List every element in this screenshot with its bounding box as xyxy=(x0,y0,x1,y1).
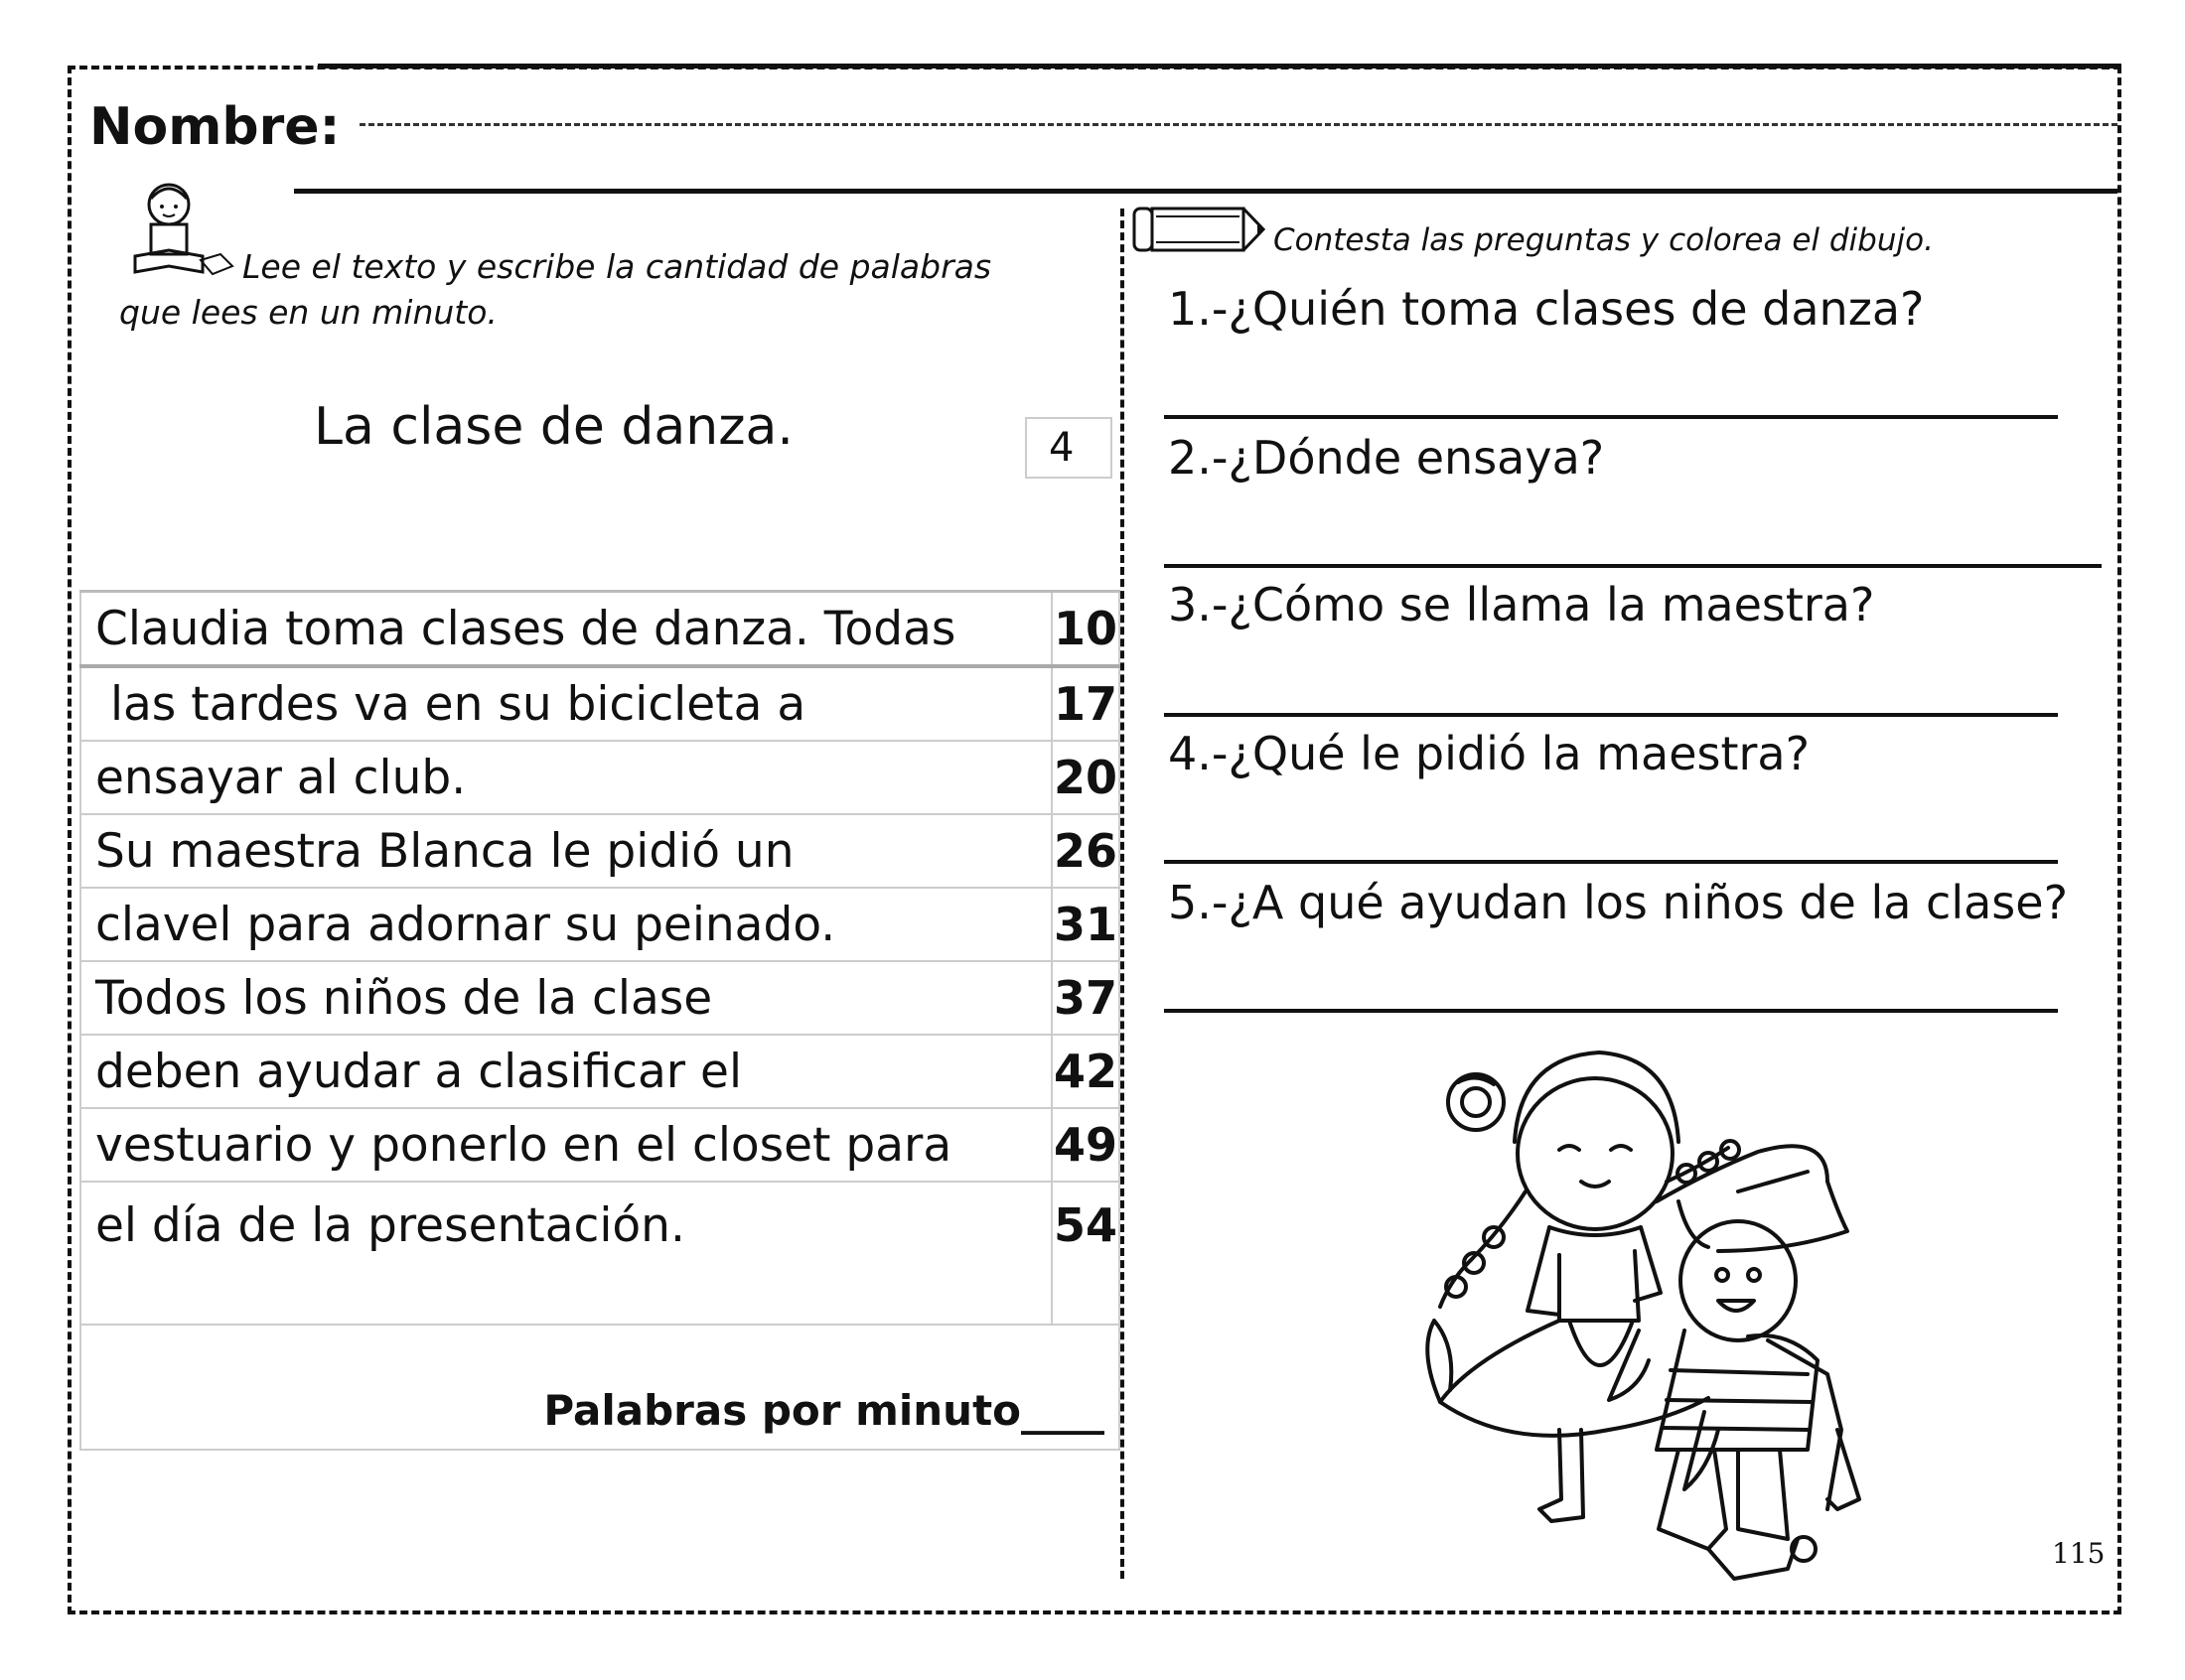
question-3: 3.-¿Cómo se llama la maestra? xyxy=(1168,578,1875,631)
instruction-line-1: Lee el texto y escribe la cantidad de palabras xyxy=(242,247,992,286)
row-count: 54 xyxy=(1052,1182,1119,1325)
answer-line-5[interactable] xyxy=(1164,1009,2058,1013)
row-text: ensayar al club. xyxy=(80,741,1052,814)
table-row xyxy=(80,666,1119,741)
table-row xyxy=(80,592,1119,667)
row-count: 10 xyxy=(1052,592,1119,667)
row-count: 37 xyxy=(1052,961,1119,1035)
question-5: 5.-¿A qué ayudan los niños de la clase? xyxy=(1168,876,2068,929)
row-count: 49 xyxy=(1052,1108,1119,1182)
table-footer-row xyxy=(80,1325,1119,1450)
row-count: 26 xyxy=(1052,814,1119,888)
question-4: 4.-¿Qué le pidió la maestra? xyxy=(1168,727,1811,780)
table-row xyxy=(80,961,1119,1035)
reading-title: La clase de danza. xyxy=(314,397,794,457)
answer-line-3[interactable] xyxy=(1164,713,2058,717)
answer-line-1[interactable] xyxy=(1164,415,2058,419)
column-divider xyxy=(1120,209,1124,1579)
answer-line-2[interactable] xyxy=(1164,564,2102,568)
title-word-count: 4 xyxy=(1025,417,1112,479)
row-count: 20 xyxy=(1052,741,1119,814)
row-text: las tardes va en su bicicleta a xyxy=(80,666,1052,741)
row-text: Todos los niños de la clase xyxy=(80,961,1052,1035)
pencil-icon xyxy=(1130,203,1269,258)
table-row xyxy=(80,741,1119,814)
table-row xyxy=(80,814,1119,888)
answer-line-4[interactable] xyxy=(1164,860,2058,864)
name-input-line[interactable] xyxy=(360,123,2117,126)
instruction-line-2: que lees en un minuto. xyxy=(119,293,498,332)
row-text: deben ayudar a clasificar el xyxy=(80,1035,1052,1108)
row-text: Claudia toma clases de danza. Todas xyxy=(80,592,1052,667)
question-1: 1.-¿Quién toma clases de danza? xyxy=(1168,282,1925,336)
name-label: Nombre: xyxy=(89,97,341,157)
question-2: 2.-¿Dónde ensaya? xyxy=(1168,431,1605,485)
questions-instruction: Contesta las preguntas y colorea el dibujo. xyxy=(1273,222,1934,258)
table-row xyxy=(80,888,1119,961)
row-text: vestuario y ponerlo en el closet para xyxy=(80,1108,1052,1182)
reading-instruction xyxy=(119,244,1053,336)
reading-table xyxy=(79,590,1120,1451)
row-count: 17 xyxy=(1052,666,1119,741)
row-count: 31 xyxy=(1052,888,1119,961)
table-row xyxy=(80,1182,1119,1325)
header-rule xyxy=(294,189,2117,194)
row-text: clavel para adornar su peinado. xyxy=(80,888,1052,961)
page-number: 115 xyxy=(2052,1537,2106,1570)
top-rule xyxy=(318,64,2121,69)
table-row xyxy=(80,1035,1119,1108)
row-text: el día de la presentación. xyxy=(80,1182,1052,1325)
row-text: Su maestra Blanca le pidió un xyxy=(80,814,1052,888)
row-count: 42 xyxy=(1052,1035,1119,1108)
words-per-minute-field[interactable]: Palabras por minuto____ xyxy=(80,1325,1119,1450)
dancing-children-illustration xyxy=(1410,1033,1927,1609)
table-row xyxy=(80,1108,1119,1182)
